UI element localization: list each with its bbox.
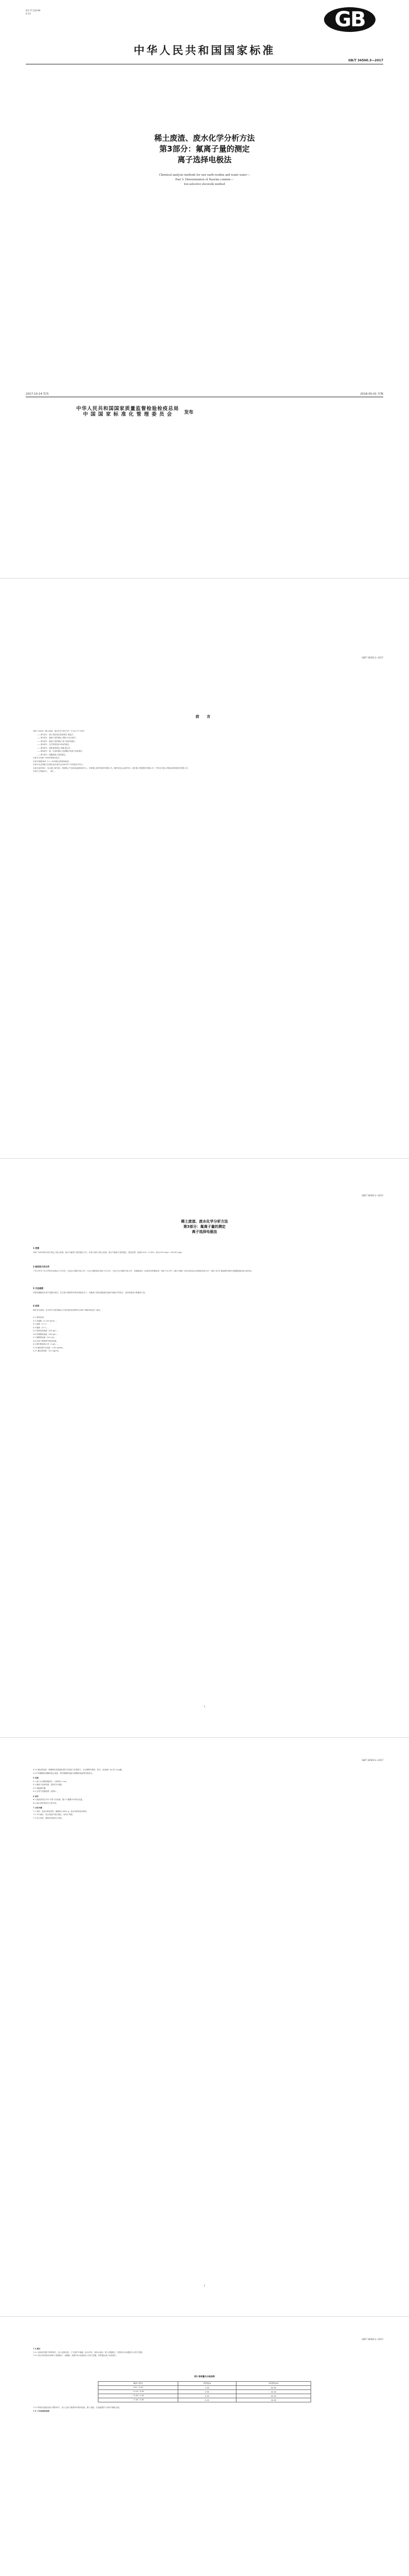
page-separator <box>0 578 409 579</box>
page-separator <box>0 2316 409 2317</box>
body-line: 5 仪器 <box>33 1777 39 1779</box>
table-cell: 20.00 <box>236 2394 311 2398</box>
body-line: 6.1 废渣试样在105 ℃烘干至恒重，置于干燥器中冷却至室温。 <box>33 1799 84 1801</box>
foreword-para: ——第6部分：铀、钍量的测定 电感耦合等离子体质谱法； <box>37 750 84 752</box>
table-cell: 0.01～0.10 <box>98 2386 178 2390</box>
page-body <box>33 1768 376 1820</box>
table-header-row <box>98 2382 311 2386</box>
foreword-para: ——第7部分：硫酸根离子量的测定。 <box>37 753 67 756</box>
section-heading: 1 范围 <box>33 1247 40 1249</box>
body-line: 6 试样 <box>33 1795 39 1798</box>
body-line: 7.1 试料：按表1称取试样，精确至0.0001 g；废水试样按表1移取。 <box>33 1810 89 1812</box>
body-line: 7.2 平行测定：独立地进行两次测定，取其平均值。 <box>33 1814 75 1816</box>
page-separator <box>0 1158 409 1159</box>
foreword-para: ——第3部分：氟离子量的测定 离子选择电极法； <box>37 740 77 742</box>
table-cell: ＞0.50～1.00 <box>98 2394 178 2398</box>
body-line: 7.3 空白试验：随同试料做空白试验。 <box>33 1817 64 1819</box>
content-page-1 <box>0 1159 409 1736</box>
table-row <box>98 2394 311 2398</box>
implementation-date: 2018-05-01 实施 <box>360 393 383 396</box>
reagent-item: 4.2 高氯酸（ρ 1.67 g/mL）。 <box>33 1319 58 1322</box>
body-line: 7.4 测定 <box>33 2348 41 2350</box>
reagent-item: 4.4 硫酸（1+1）。 <box>33 1326 49 1329</box>
gb-logo <box>315 7 384 32</box>
body-line: 5.4 水蒸气蒸馏装置（见图1）。 <box>33 1790 59 1792</box>
title-en-line-2: Part 3: Determination of fluorine content— <box>175 178 234 181</box>
issuer-block <box>76 406 194 417</box>
reagent-item: 4.7 硝酸钾溶液（101 g/L）。 <box>33 1336 58 1338</box>
table-1 <box>98 2381 311 2402</box>
foreword-para: ——第4部分：化学需氧量(COD)的测定； <box>37 743 71 745</box>
page-body <box>33 2347 376 2358</box>
ics-code: ICS 77.120.99 <box>26 9 41 12</box>
inner-title-line-3: 离子选择电极法 <box>192 1230 217 1234</box>
body-line: 7 分析步骤 <box>33 1807 42 1809</box>
table-cell: 0.10 <box>178 2398 236 2402</box>
body-line: 5.1 离子计或精密酸度计，分辨率0.1 mV。 <box>33 1780 69 1783</box>
table-cell: 10.00 <box>236 2398 311 2402</box>
table-cell: 25.00 <box>236 2390 311 2394</box>
table-header-cell: 分取体积/mL <box>236 2382 311 2386</box>
body-line: 7.4.3 移取适量馏出液于塑料杯中，加入总离子强度调节缓冲溶液，插入电极，在电磁搅拌下读取平衡电位值。 <box>33 2406 122 2409</box>
table-cell: 0.50 <box>178 2390 236 2394</box>
section-heading: 3 方法提要 <box>33 1287 44 1290</box>
table-row <box>98 2390 311 2394</box>
table-row <box>98 2398 311 2402</box>
section-text: 试样经碱熔或水蒸气蒸馏分离后，在总离子强度调节缓冲溶液存在下，用氟离子选择电极测定溶液中氟离子的电位，由标准曲线计算氟离子量。 <box>33 1292 147 1294</box>
content-page-2 <box>0 1738 409 2315</box>
inner-title <box>0 1219 409 1234</box>
foreword-heading: 前 言 <box>195 715 214 719</box>
gb-logo-text: GB <box>324 7 375 32</box>
title-en-line-3: Ion selective electrode method <box>184 182 225 186</box>
body-line: 4.13 柠檬酸钠-硝酸钾混合溶液：将柠檬酸钠溶液与硝酸钾溶液等体积混合。 <box>33 1772 94 1774</box>
reagent-item: 4.3 盐酸（1+1）。 <box>33 1323 49 1325</box>
ccs-code: H 14 <box>26 12 31 15</box>
foreword-para: ——第5部分：氨氮量的测定 蒸馏-滴定法； <box>37 747 72 749</box>
cover-title-block <box>26 133 383 187</box>
page-header-code: GB/T 34500.3—2017 <box>362 2338 383 2341</box>
section-text: 下列文件对于本文件的应用是必不可少的。凡是注日期的引用文件，仅注日期的版本适用于本文件。凡是不注日期的引用文件，其最新版本（包括所有的修改单）适用于本文件。GB/T 6682 分析实验室用水规格和试验方法；GB/T 8170 数值修约规则与极限数值的表示和判定。 <box>33 1270 253 1272</box>
title-cn-line-1: 稀土废渣、废水化学分析方法 <box>154 133 255 143</box>
page-header-code: GB/T 34500.3—2017 <box>362 1759 383 1761</box>
page-header-code: GB/T 34500.3—2017 <box>362 656 383 659</box>
reagent-item: 4.10 氟标准贮存溶液：1.00 mg/mL。 <box>33 1346 65 1349</box>
reagent-item: 4.8 总离子强度调节缓冲溶液。 <box>33 1340 58 1342</box>
foreword-para: 本部分起草单位：包头稀土研究院、国家稀土产品质量监督检验中心、有研稀土新材料股份有限公司、赣州有色冶金研究所、虔东稀土集团股份有限公司、中国北方稀土(集团)高科技股份有限公司。 <box>33 767 190 769</box>
table-1-caption: 表1 称样量与分取体积 <box>194 2375 215 2378</box>
body-line: 7.4.2 废水试料按表1移取于蒸馏瓶中，加硫酸，按图1所示装置进行水蒸气蒸馏，收集馏出液于容量瓶中。 <box>33 2354 118 2357</box>
table-header-cell: 氟离子量/% <box>98 2382 178 2386</box>
foreword-para: 本部分按照GB/T 1.1—2009给出的规则起草。 <box>33 760 71 762</box>
classification-codes <box>26 9 40 15</box>
section-text: 除非另有说明，在分析中仅使用确认为分析纯的试剂和符合GB/T 6682规定的二级水。 <box>33 1309 102 1311</box>
issue-date: 2017-10-14 发布 <box>26 393 49 396</box>
issuer-names <box>76 406 179 417</box>
body-line: 7.4.1 废渣试料置于镍坩埚中，加入氢氧化钠，于马弗炉中熔融，取出冷却，用热水浸取，移入蒸馏瓶中，按图1所示装置进行水蒸气蒸馏。 <box>33 2351 144 2353</box>
page-number: 2 <box>203 2284 206 2287</box>
page-header-code: GB/T 34500.3—2017 <box>362 1194 383 1197</box>
foreword-page <box>0 579 409 1157</box>
cover-page <box>0 0 409 577</box>
foreword-body <box>33 730 376 773</box>
national-standard-title: 中华人民共和国国家标准 <box>133 44 276 57</box>
table-row <box>98 2386 311 2390</box>
title-cn-line-3: 离子选择电极法 <box>177 155 232 164</box>
section-heading: 2 规范性引用文件 <box>33 1265 50 1268</box>
table-cell: 0.20 <box>178 2394 236 2398</box>
issuer-suffix: 发布 <box>184 410 194 415</box>
issuer-sac: 中 国 国 家 标 准 化 管 理 委 员 会 <box>83 412 173 417</box>
reagent-list <box>33 1316 376 1353</box>
inner-title-line-1: 稀土废渣、废水化学分析方法 <box>181 1219 228 1224</box>
body-line: 7.5 工作曲线的绘制 <box>33 2410 49 2412</box>
table-cell: ＞0.10～0.50 <box>98 2390 178 2394</box>
reagent-item: 4.11 氟标准溶液：10.0 μg/mL。 <box>33 1350 61 1352</box>
standard-number: GB/T 34500.3—2017 <box>348 59 383 62</box>
page-body-after-table <box>33 2406 376 2413</box>
page-number: 1 <box>203 1705 206 1708</box>
foreword-para: 本部分为GB/T 34500的第3部分。 <box>33 757 61 759</box>
title-cn-line-2: 第3部分：氟离子量的测定 <box>159 144 250 154</box>
section-heading: 4 试剂 <box>33 1304 40 1307</box>
content-page-3 <box>0 2317 409 2576</box>
issuer-aqsiq: 中华人民共和国国家质量监督检验检疫总局 <box>76 406 179 412</box>
reagent-item: 4.1 氢氧化钠。 <box>33 1316 46 1318</box>
body-line: 6.2 废水试样取样后立即分析。 <box>33 1802 58 1804</box>
table-cell: 50.00 <box>236 2386 311 2390</box>
body-line: 4.12 氟标准溶液：准确移取适量氟标准贮存溶液于容量瓶中，以水稀释至刻度，混匀。此溶液1 mL含1.0 μg氟。 <box>33 1769 124 1771</box>
inner-title-line-2: 第3部分：氟离子量的测定 <box>183 1225 226 1229</box>
section-text: GB/T 34500的本部分规定了稀土废渣、废水中氟离子量的测定方法。本部分适用于稀土废渣、废水中氟离子量的测定。测定范围：废渣0.01%～2.00%；废水0.50 mg/L～100.00 mg/L。 <box>33 1251 184 1253</box>
table-cell: ＞1.00～2.00 <box>98 2398 178 2402</box>
title-en-line-1: Chemical analysis methods for rare earth residue and waste water— <box>159 173 250 177</box>
table-header-cell: 试料量/g <box>178 2382 236 2386</box>
foreword-para: 本部分由全国稀土标准化技术委员会(SAC/TC 229)提出并归口。 <box>33 764 85 766</box>
foreword-para: ——第1部分：稀土氧化物总量的测定 重量法； <box>37 733 75 736</box>
title-en-block <box>26 173 383 187</box>
reagent-item: 4.5 氢氧化钠溶液（200 g/L）。 <box>33 1330 60 1332</box>
reagent-item: 4.9 溴甲酚绿指示剂（1 g/L）。 <box>33 1343 59 1345</box>
body-line: 5.2 氟离子选择电极、饱和甘汞电极。 <box>33 1784 64 1786</box>
foreword-para: GB/T 34500《稀土废渣、废水化学分析方法》分为以下7个部分： <box>33 730 87 732</box>
foreword-para: ——第2部分：氟离子量的测定 蒸馏-分光光度法； <box>37 737 78 739</box>
foreword-para: 本部分主要起草人：（略）。 <box>33 770 57 772</box>
page-separator <box>0 1737 409 1738</box>
table-cell: 1.00 <box>178 2386 236 2390</box>
reagent-item: 4.6 柠檬酸钠溶液（294 g/L）。 <box>33 1333 60 1335</box>
body-line: 5.3 电磁搅拌器。 <box>33 1787 47 1789</box>
